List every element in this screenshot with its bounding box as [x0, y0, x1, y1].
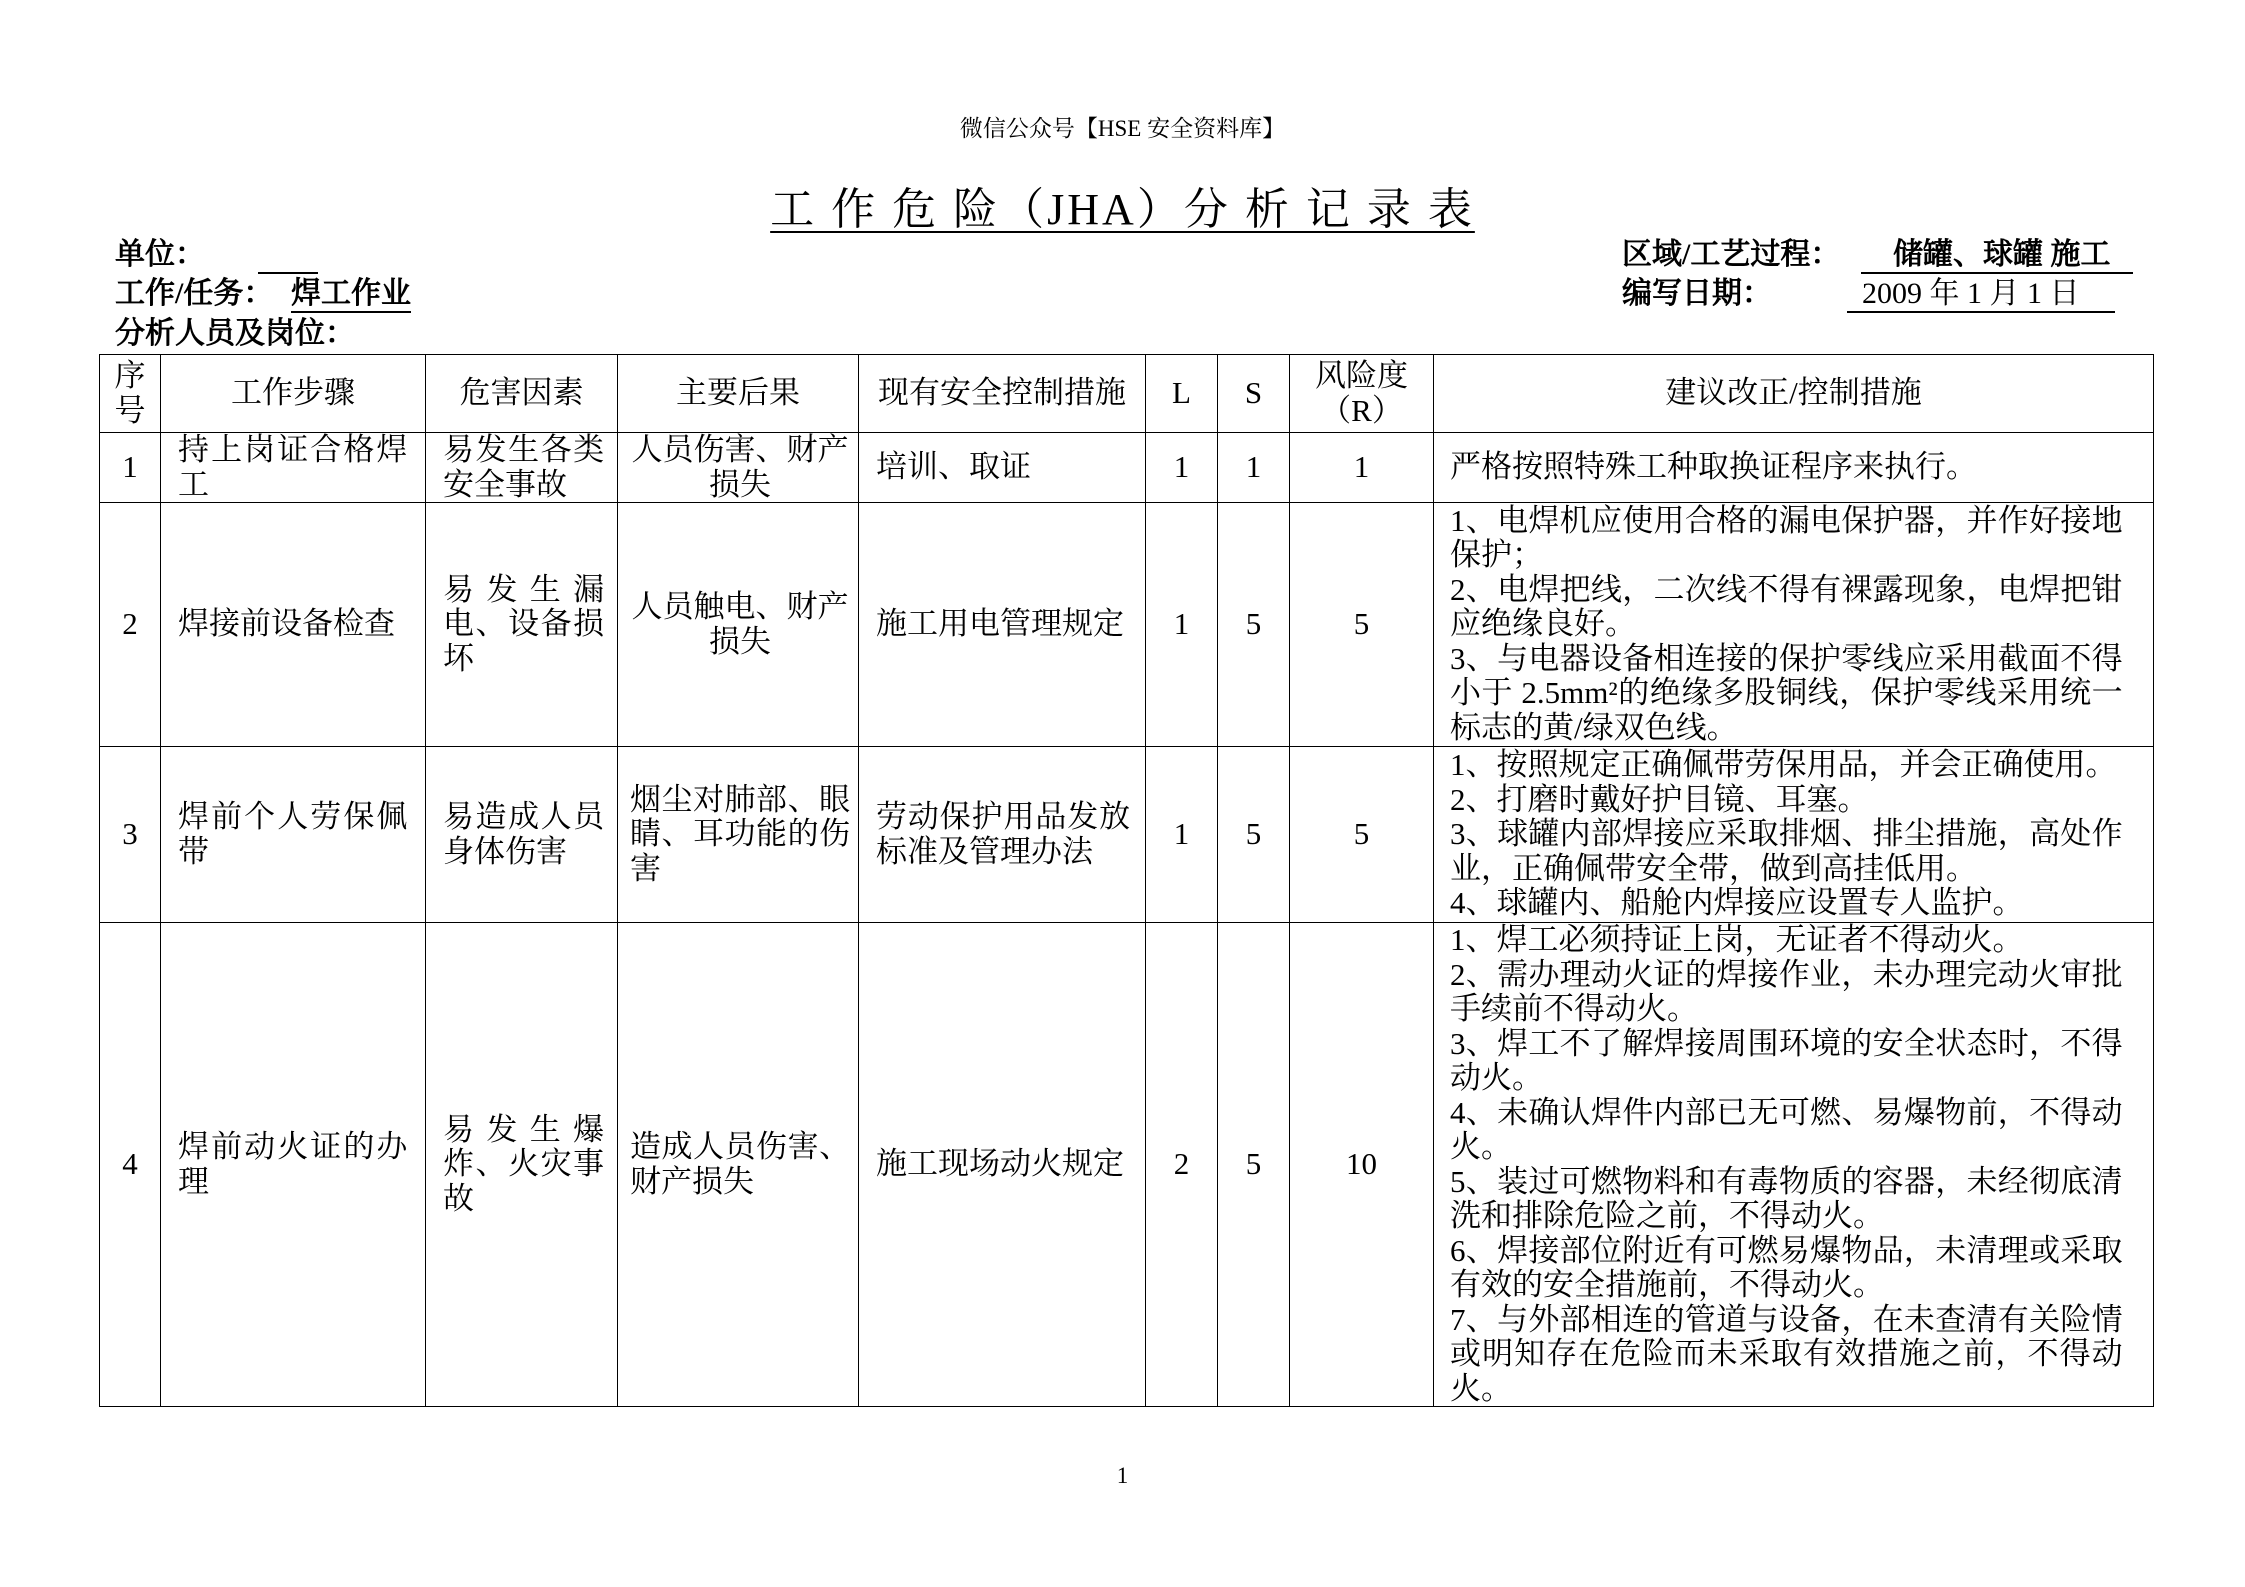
- cell-hazard: [426, 747, 618, 923]
- cell-r: 10: [1290, 923, 1434, 1407]
- cell-s: 5: [1218, 923, 1290, 1407]
- controls-text: 施工用电管理规定: [876, 606, 1124, 642]
- header-s: S: [1218, 355, 1290, 433]
- controls-text: 施工现场动火规定: [876, 1146, 1124, 1182]
- date-label: 编写日期：: [1622, 277, 1772, 310]
- recommendation-item: 2、需办理动火证的焊接作业，未办理完动火审批手续前不得动火。: [1450, 956, 2123, 1026]
- consequence-text: 烟尘对肺部、眼睛、耳功能的伤害: [630, 781, 851, 886]
- table-header-row: [100, 355, 2154, 433]
- cell-controls: [859, 923, 1146, 1407]
- document-title-text: 工 作 危 险（JHA）分 析 记 录 表: [770, 185, 1475, 234]
- cell-r: 1: [1290, 433, 1434, 503]
- recommendation-item: 3、球罐内部焊接应采取排烟、排尘措施，高处作业，正确佩带安全带，做到高挂低用。: [1450, 816, 2123, 886]
- cell-recommendations: [1434, 747, 2154, 923]
- cell-controls: [859, 503, 1146, 747]
- cell-step: [161, 503, 426, 747]
- recommendation-item: 1、电焊机应使用合格的漏电保护器，并作好接地保护；: [1450, 502, 2123, 573]
- consequence-text: 人员伤害、财产损失: [631, 432, 849, 502]
- unit-value-blank: [258, 238, 318, 274]
- cell-l: 1: [1146, 503, 1218, 747]
- cell-s: 5: [1218, 747, 1290, 923]
- analysts-label: 分析人员及岗位：: [115, 317, 355, 350]
- cell-hazard: [426, 433, 618, 503]
- cell-recommendations: [1434, 503, 2154, 747]
- cell-l: 1: [1146, 747, 1218, 923]
- recommendation-item: 1、焊工必须持证上岗，无证者不得动火。: [1450, 922, 2024, 957]
- consequence-text: 人员触电、财产损失: [631, 589, 849, 659]
- header-r: 风险度（R）: [1290, 355, 1434, 433]
- recommendation-item: 7、与外部相连的管道与设备，在未查清有关险情或明知存在危险而未采取有效措施之前，不得动火。: [1450, 1301, 2123, 1406]
- step-text: 焊前个人劳保佩带: [178, 799, 408, 869]
- cell-l: 2: [1146, 923, 1218, 1407]
- header-hazard: 危害因素: [426, 355, 618, 433]
- task-value: 焊工作业: [291, 277, 411, 313]
- cell-s: 5: [1218, 503, 1290, 747]
- unit-label: 单位：: [115, 238, 205, 271]
- consequence-text: 造成人员伤害、财产损失: [630, 1129, 851, 1199]
- recommendation-item: 2、电焊把线，二次线不得有裸露现象，电焊把钳应绝缘良好。: [1450, 571, 2123, 642]
- table-row: [100, 747, 2154, 923]
- cell-controls: [859, 433, 1146, 503]
- cell-r: 5: [1290, 503, 1434, 747]
- table-row: [100, 433, 2154, 503]
- header-l: L: [1146, 355, 1218, 433]
- cell-recommendations: [1434, 923, 2154, 1407]
- cell-consequence: [618, 503, 859, 747]
- recommendation-item: 2、打磨时戴好护目镜、耳塞。: [1450, 781, 1869, 817]
- step-text: 焊接前设备检查: [178, 606, 395, 642]
- recommendation-item: 1、按照规定正确佩带劳保用品，并会正确使用。: [1450, 747, 2117, 783]
- cell-l: 1: [1146, 433, 1218, 503]
- table-row: [100, 503, 2154, 747]
- hazard-text: 易发生爆炸、火灾事故: [443, 1111, 605, 1216]
- cell-step: [161, 747, 426, 923]
- cell-no: 3: [100, 747, 161, 923]
- step-text: 持上岗证合格焊工: [178, 432, 408, 502]
- cell-step: [161, 433, 426, 503]
- cell-consequence: [618, 747, 859, 923]
- jha-table: [99, 354, 2154, 1407]
- cell-controls: [859, 747, 1146, 923]
- recommendation-item: 3、与电器设备相连接的保护零线应采用截面不得小于 2.5mm²的绝缘多股铜线，保护零线采用统一标志的黄/绿双色线。: [1450, 640, 2123, 745]
- recommendation-item: 4、球罐内、船舱内焊接应设置专人监护。: [1450, 885, 2024, 921]
- controls-text: 劳动保护用品发放标准及管理办法: [876, 799, 1131, 869]
- cell-hazard: [426, 503, 618, 747]
- hazard-text: 易造成人员身体伤害: [443, 799, 605, 869]
- area-value: 储罐、球罐 施工: [1861, 238, 2133, 274]
- document-title: [0, 183, 2245, 237]
- cell-consequence: [618, 923, 859, 1407]
- recommendation-item: 4、未确认焊件内部已无可燃、易爆物前，不得动火。: [1450, 1094, 2123, 1164]
- task-label: 工作/任务：: [115, 277, 274, 310]
- cell-no: 2: [100, 503, 161, 747]
- recommendation-item: 3、焊工不了解焊接周围环境的安全状态时，不得动火。: [1450, 1025, 2123, 1095]
- cell-step: [161, 923, 426, 1407]
- recommendation-item: 6、焊接部位附近有可燃易爆物品，未清理或采取有效的安全措施前，不得动火。: [1450, 1232, 2123, 1302]
- hazard-text: 易发生各类安全事故: [443, 432, 605, 502]
- cell-hazard: [426, 923, 618, 1407]
- hazard-text: 易发生漏电、设备损坏: [443, 571, 605, 676]
- header-no: 序号: [100, 355, 161, 433]
- recommendation-item: 5、装过可燃物料和有毒物质的容器，未经彻底清洗和排除危险之前，不得动火。: [1450, 1163, 2123, 1233]
- area-label: 区域/工艺过程：: [1622, 238, 1841, 271]
- date-value: 2009 年 1 月 1 日: [1847, 277, 2115, 313]
- cell-consequence: [618, 433, 859, 503]
- header-step: 工作步骤: [161, 355, 426, 433]
- controls-text: 培训、取证: [876, 449, 1031, 485]
- header-consequence: 主要后果: [618, 355, 859, 433]
- table-row: [100, 923, 2154, 1407]
- cell-no: 1: [100, 433, 161, 503]
- header-controls: 现有安全控制措施: [859, 355, 1146, 433]
- page-number: 1: [1116, 1463, 1129, 1488]
- cell-recommendations: [1434, 433, 2154, 503]
- cell-no: 4: [100, 923, 161, 1407]
- header-recommendations: 建议改正/控制措施: [1434, 355, 2154, 433]
- step-text: 焊前动火证的办理: [178, 1129, 408, 1199]
- cell-r: 5: [1290, 747, 1434, 923]
- cell-s: 1: [1218, 433, 1290, 503]
- header-watermark: 微信公众号【HSE 安全资料库】: [959, 116, 1286, 141]
- recommendation-item: 严格按照特殊工种取换证程序来执行。: [1450, 449, 1977, 485]
